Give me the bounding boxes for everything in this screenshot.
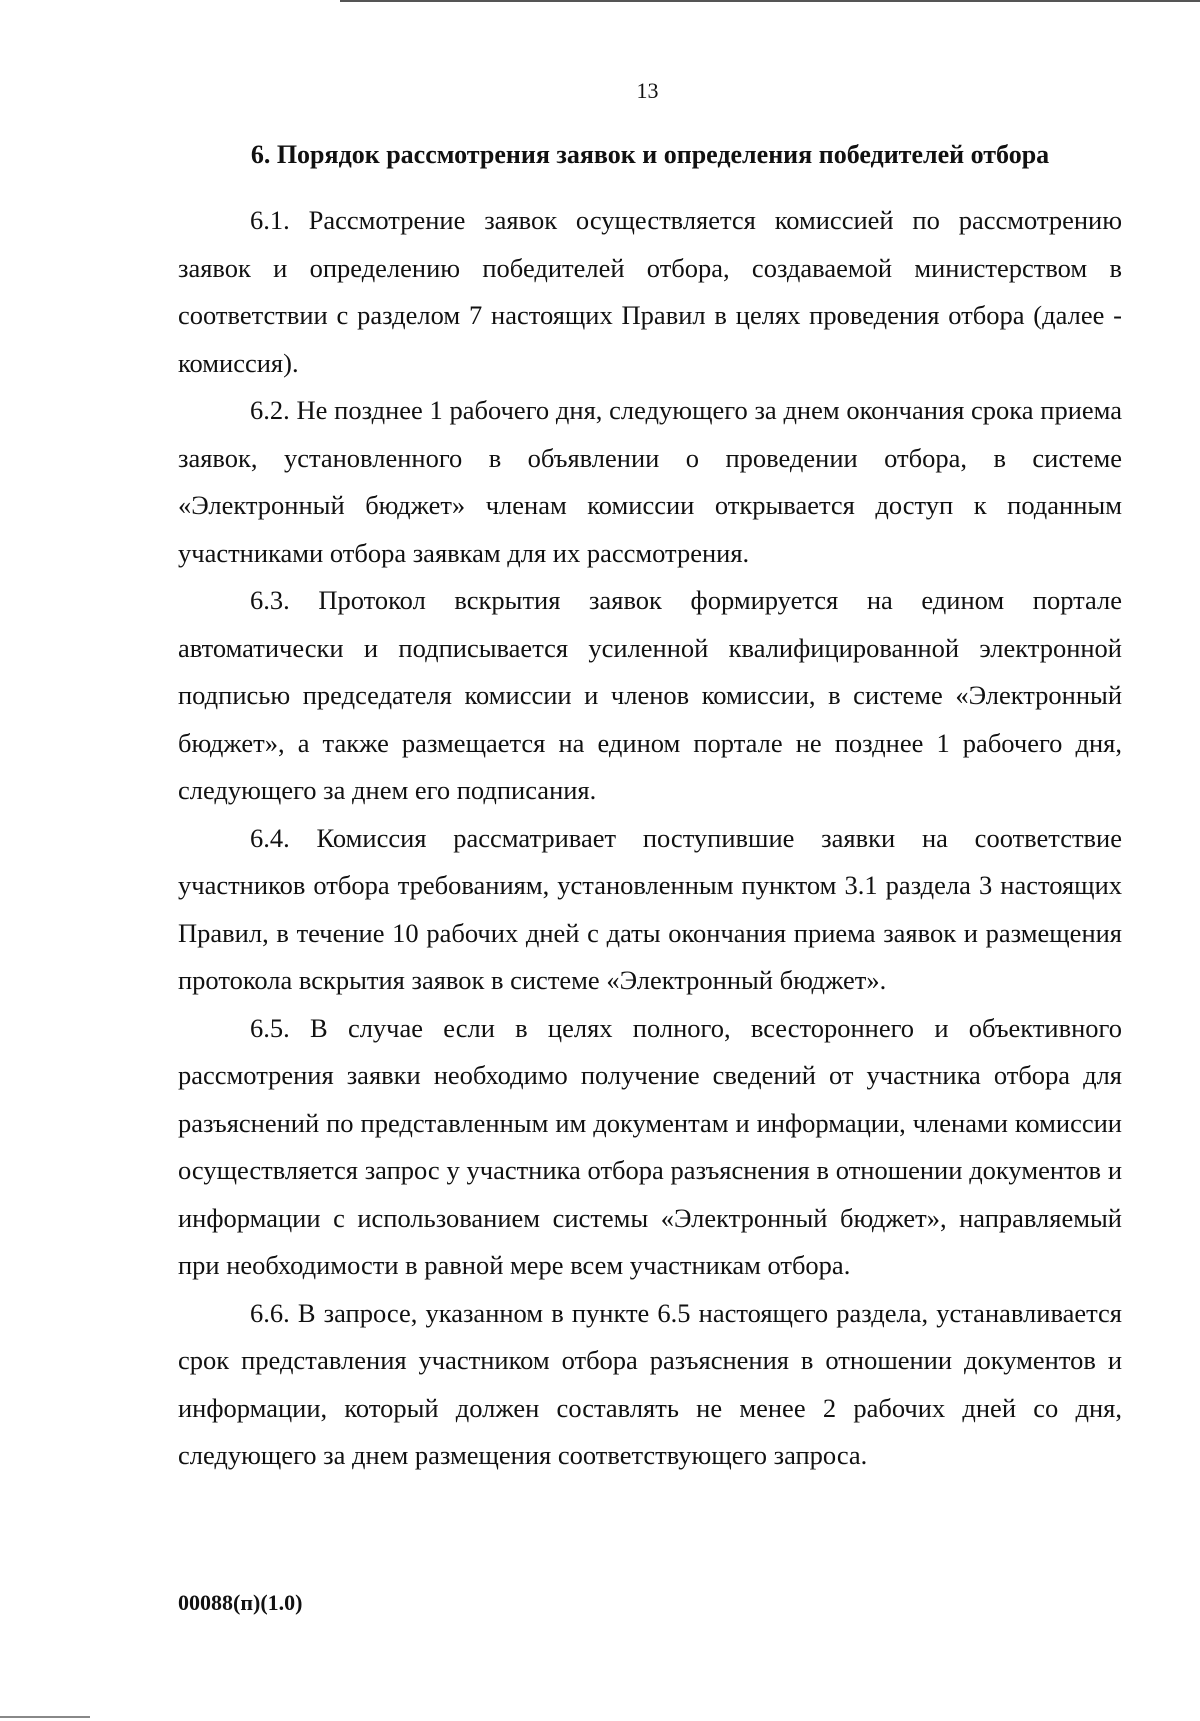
paragraph-6-2: 6.2. Не позднее 1 рабочего дня, следующего за днем окончания срока приема заявок, установленного в объявлении о проведении отбора, в системе «Электронный бюджет» членам комиссии открывается доступ к поданным участниками отбора заявкам для их рассмотрения. [178,395,1122,568]
paragraph-6-6: 6.6. В запросе, указанном в пункте 6.5 настоящего раздела, устанавливается срок представления участником отбора разъяснения в отношении документов и информации, который должен составлять не менее 2 рабочих дней со дня, следующего за днем размещения соответствующего запроса. [178,1297,1122,1470]
scan-edge-line-top [340,0,1200,2]
scan-edge-line-bottom [0,1716,90,1718]
paragraph-6-1: 6.1. Рассмотрение заявок осуществляется комиссией по рассмотрению заявок и определению победителей отбора, создаваемой министерством в соответствии с разделом 7 настоящих Правил в целях проведения отбора (далее - комиссия). [178,205,1122,378]
section-heading: 6. Порядок рассмотрения заявок и определения победителей отбора [250,140,1050,169]
page-number: 13 [636,78,659,103]
document-footer-code: 00088(п)(1.0) [178,1590,303,1615]
paragraph-6-5: 6.5. В случае если в целях полного, всестороннего и объективного рассмотрения заявки необходимо получение сведений от участника отбора для разъяснений по представленным им документам и информации, членами комиссии осуществляется запрос у участника отбора разъяснения в отношении документов и информации с использованием системы «Электронный бюджет», направляемый при необходимости в равной мере всем участникам отбора. [178,1012,1122,1280]
paragraph-6-4: 6.4. Комиссия рассматривает поступившие заявки на соответствие участников отбора требованиям, установленным пунктом 3.1 раздела 3 настоящих Правил, в течение 10 рабочих дней с даты окончания приема заявок и размещения протокола вскрытия заявок в системе «Электронный бюджет». [178,822,1122,995]
paragraph-6-3: 6.3. Протокол вскрытия заявок формируется на едином портале автоматически и подписывается усиленной квалифицированной электронной подписью председателя комиссии и членов комиссии, в системе «Электронный бюджет», а также размещается на едином портале не позднее 1 рабочего дня, следующего за днем его подписания. [178,585,1122,805]
document-body [178,197,1122,1480]
